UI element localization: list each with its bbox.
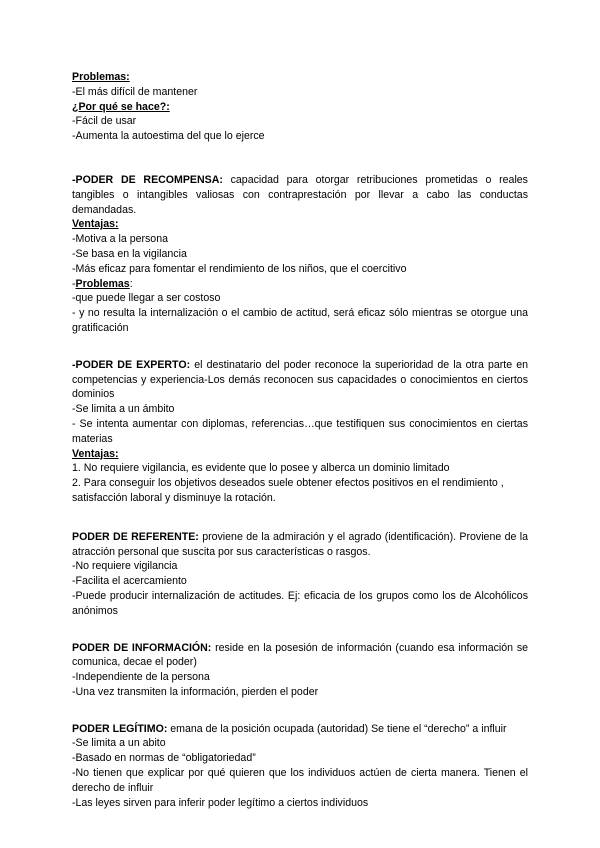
informacion-line: -Una vez transmiten la información, pierden el poder [72,685,319,698]
why-item: -Fácil de usar [72,115,137,128]
heading-text: Problemas [75,277,130,290]
why-item: -Aumenta la autoestima del que lo ejerce [72,130,265,143]
referente-line: -No requiere vigilancia [72,560,178,573]
referente-line: -Puede producir internalización de actitudes. Ej: eficacia de los grupos como los de Alcohólicos anónimos [72,589,528,617]
problems-heading: Problemas: [72,71,130,83]
recompensa-ventaja: -Más eficaz para fomentar el rendimiento de los niños, que el coercitivo [72,262,407,275]
experto-ventajas-heading: Ventajas: [72,447,119,460]
referente-title: PODER DE REFERENTE: [72,530,199,543]
document-page [72,70,528,810]
recompensa-ventaja: -Motiva a la persona [72,233,168,246]
experto-paragraph [72,358,528,402]
problems-item: -El más difícil de mantener [72,85,198,98]
heading-prefix: - [72,277,76,290]
experto-line: -Se limita a un ámbito [72,403,175,416]
recompensa-problema: -que puede llegar a ser costoso [72,292,221,305]
experto-ventaja: 1. No requiere vigilancia, es evidente que lo posee y alberca un dominio limitado [72,462,450,475]
recompensa-title: -PODER DE RECOMPENSA: [72,173,223,186]
experto-desc: el destinatario del poder reconoce la superioridad de la otra parte en competencias y experiencia-Los demás reconocen sus capacidades o conocimientos en ciertos dominios [72,358,529,401]
informacion-line: -Independiente de la persona [72,671,210,684]
recompensa-ventaja: -Se basa en la vigilancia [72,247,187,260]
recompensa-problemas-heading [72,277,528,292]
legitimo-line: -Basado en normas de “obligatoriedad” [72,752,256,765]
referente-paragraph [72,530,528,560]
informacion-paragraph [72,641,528,671]
informacion-title: PODER DE INFORMACIÓN: [72,641,212,654]
recompensa-ventajas-heading: Ventajas: [72,218,119,231]
legitimo-line: -Se limita a un abito [72,737,166,750]
informacion-desc: reside en la posesión de información (cuando esa información se comunica, decae el poder) [72,641,529,669]
experto-line: - Se intenta aumentar con diplomas, referencias…que testifiquen sus conocimientos en ciertas materias [72,417,528,445]
legitimo-title: PODER LEGÍTIMO: [72,722,168,735]
why-heading: ¿Por qué se hace?: [72,100,170,113]
legitimo-paragraph [72,722,528,737]
experto-title: -PODER DE EXPERTO: [72,358,191,371]
recompensa-problema: - y no resulta la internalización o el cambio de actitud, será eficaz sólo mientras se otorgue una gratificación [72,307,528,334]
legitimo-line: -No tienen que explicar por qué quieren que los individuos actúen de cierta manera. Tienen el derecho de influir [72,767,528,794]
legitimo-desc: emana de la posición ocupada (autoridad) Se tiene el “derecho” a influir [167,722,507,735]
experto-ventaja: 2. Para conseguir los objetivos deseados suele obtener efectos positivos en el rendimiento , satisfacción laboral y disminuye la rotación. [72,477,504,504]
legitimo-line: -Las leyes sirven para inferir poder legítimo a ciertos individuos [72,796,369,809]
referente-desc: proviene de la admiración y el agrado (identificación). Proviene de la atracción personal que suscita por sus características o rasgos. [72,530,528,558]
recompensa-paragraph [72,173,528,217]
heading-suffix: : [129,277,133,290]
recompensa-desc: capacidad para otorgar retribuciones prometidas o reales tangibles o intangibles valiosas con contraprestación por llevar a cabo las conductas demandadas. [72,173,528,216]
referente-line: -Facilita el acercamiento [72,575,187,588]
